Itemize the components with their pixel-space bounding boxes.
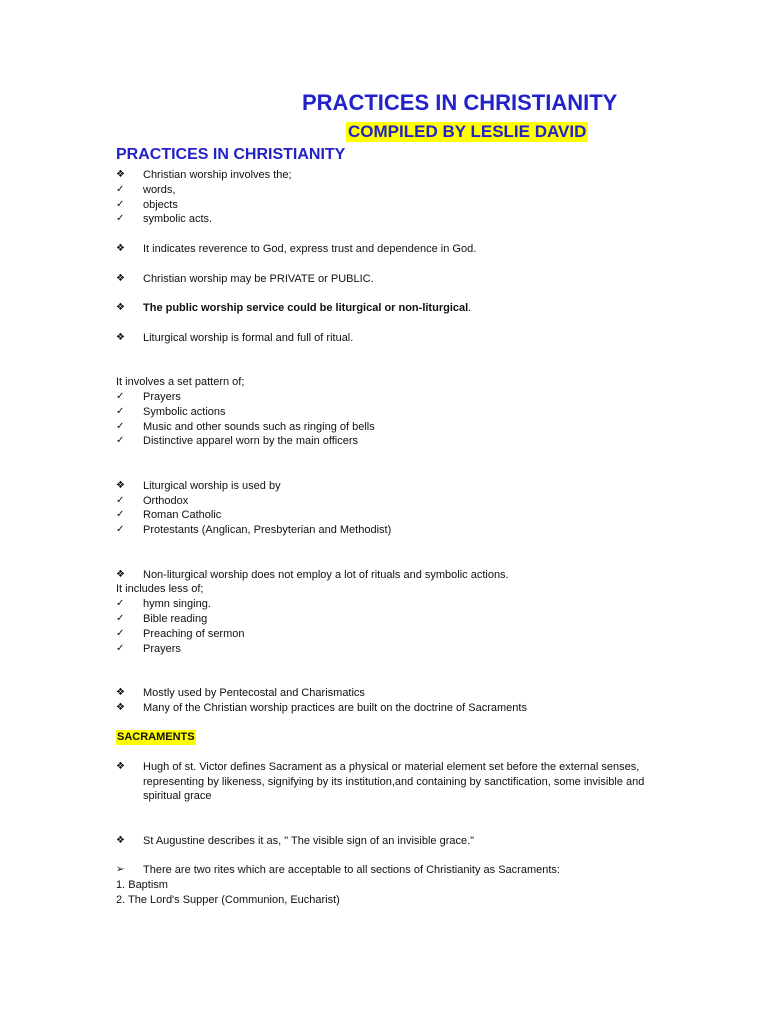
check-bullet-icon: ✓ xyxy=(116,390,125,402)
check-bullet-icon: ✓ xyxy=(116,198,125,210)
diamond-bullet-icon: ❖ xyxy=(116,479,125,491)
check-bullet-icon: ✓ xyxy=(116,405,125,417)
list-item: ✓ symbolic acts. xyxy=(116,213,213,226)
diamond-bullet-icon: ❖ xyxy=(116,834,125,846)
check-bullet-icon: ✓ xyxy=(116,509,125,521)
diamond-bullet-icon: ❖ xyxy=(116,302,125,314)
list-item: ✓ words, xyxy=(116,183,176,196)
list-item: ✓ objects xyxy=(116,198,178,211)
check-bullet-icon: ✓ xyxy=(116,494,125,506)
list-item: ❖ Hugh of st. Victor defines Sacrament as a physical or material element set before the external senses, representing by likeness, signifying by its institution,and containing by sanctification, some invisible and spiritual grace xyxy=(116,760,645,803)
paragraph: It includes less of; xyxy=(116,583,204,596)
list-item: ➢ There are two rites which are acceptable to all sections of Christianity as Sacraments: xyxy=(116,864,560,877)
check-bullet-icon: ✓ xyxy=(116,435,125,447)
document-subtitle: COMPILED BY LESLIE DAVID xyxy=(348,122,587,141)
diamond-bullet-icon: ❖ xyxy=(116,331,125,343)
diamond-bullet-icon: ❖ xyxy=(116,242,125,254)
list-item: ❖ Mostly used by Pentecostal and Charismatics xyxy=(116,686,365,699)
list-item: ✓ Distinctive apparel worn by the main officers xyxy=(116,435,359,448)
list-item: ❖ Christian worship involves the; xyxy=(116,169,292,181)
list-item: ❖ Liturgical worship is used by xyxy=(116,479,281,492)
list-item: ✓ Preaching of sermon xyxy=(116,627,245,640)
list-item: ✓ Roman Catholic xyxy=(116,509,222,522)
list-item: ✓ Bible reading xyxy=(116,612,208,625)
list-item: ❖ Christian worship may be PRIVATE or PUBLIC. xyxy=(116,272,374,285)
list-item: ✓ Orthodox xyxy=(116,494,189,507)
diamond-bullet-icon: ❖ xyxy=(116,686,125,698)
diamond-bullet-icon: ❖ xyxy=(116,568,125,580)
check-bullet-icon: ✓ xyxy=(116,213,125,225)
list-item: ❖ Non-liturgical worship does not employ a lot of rituals and symbolic actions. xyxy=(116,568,509,581)
check-bullet-icon: ✓ xyxy=(116,183,125,195)
list-item: ❖ St Augustine describes it as, " The visible sign of an invisible grace." xyxy=(116,834,475,847)
sacraments-heading: SACRAMENTS xyxy=(117,731,195,744)
list-item: ✓ Prayers xyxy=(116,390,181,403)
document-body xyxy=(116,168,656,908)
diamond-bullet-icon: ❖ xyxy=(116,701,125,713)
arrow-bullet-icon: ➢ xyxy=(116,864,125,876)
list-item: ✓ Symbolic actions xyxy=(116,405,226,418)
list-item: ❖ Liturgical worship is formal and full of ritual. xyxy=(116,331,354,344)
check-bullet-icon: ✓ xyxy=(116,524,125,536)
document-title: PRACTICES IN CHRISTIANITY xyxy=(302,90,618,115)
list-item: ❖ It indicates reverence to God, express trust and dependence in God. xyxy=(116,242,477,255)
diamond-bullet-icon: ❖ xyxy=(116,169,125,180)
check-bullet-icon: ✓ xyxy=(116,598,125,610)
check-bullet-icon: ✓ xyxy=(116,420,125,432)
section-heading: PRACTICES IN CHRISTIANITY xyxy=(116,146,346,163)
check-bullet-icon: ✓ xyxy=(116,642,125,654)
diamond-bullet-icon: ❖ xyxy=(116,272,125,284)
list-item: ✓ Music and other sounds such as ringing of bells xyxy=(116,420,375,433)
check-bullet-icon: ✓ xyxy=(116,627,125,639)
list-item: ✓ Prayers xyxy=(116,642,181,655)
list-item: ✓ hymn singing. xyxy=(116,598,211,611)
check-bullet-icon: ✓ xyxy=(116,612,125,624)
numbered-item: 2. The Lord's Supper (Communion, Eucharist) xyxy=(116,894,340,907)
diamond-bullet-icon: ❖ xyxy=(116,760,125,772)
list-item: ❖ Many of the Christian worship practices are built on the doctrine of Sacraments xyxy=(116,701,527,714)
numbered-item: 1. Baptism xyxy=(116,879,168,892)
paragraph: It involves a set pattern of; xyxy=(116,376,245,389)
list-item: ✓ Protestants (Anglican, Presbyterian and Methodist) xyxy=(116,524,392,537)
list-item: ❖ The public worship service could be liturgical or non-liturgical. xyxy=(116,302,472,315)
